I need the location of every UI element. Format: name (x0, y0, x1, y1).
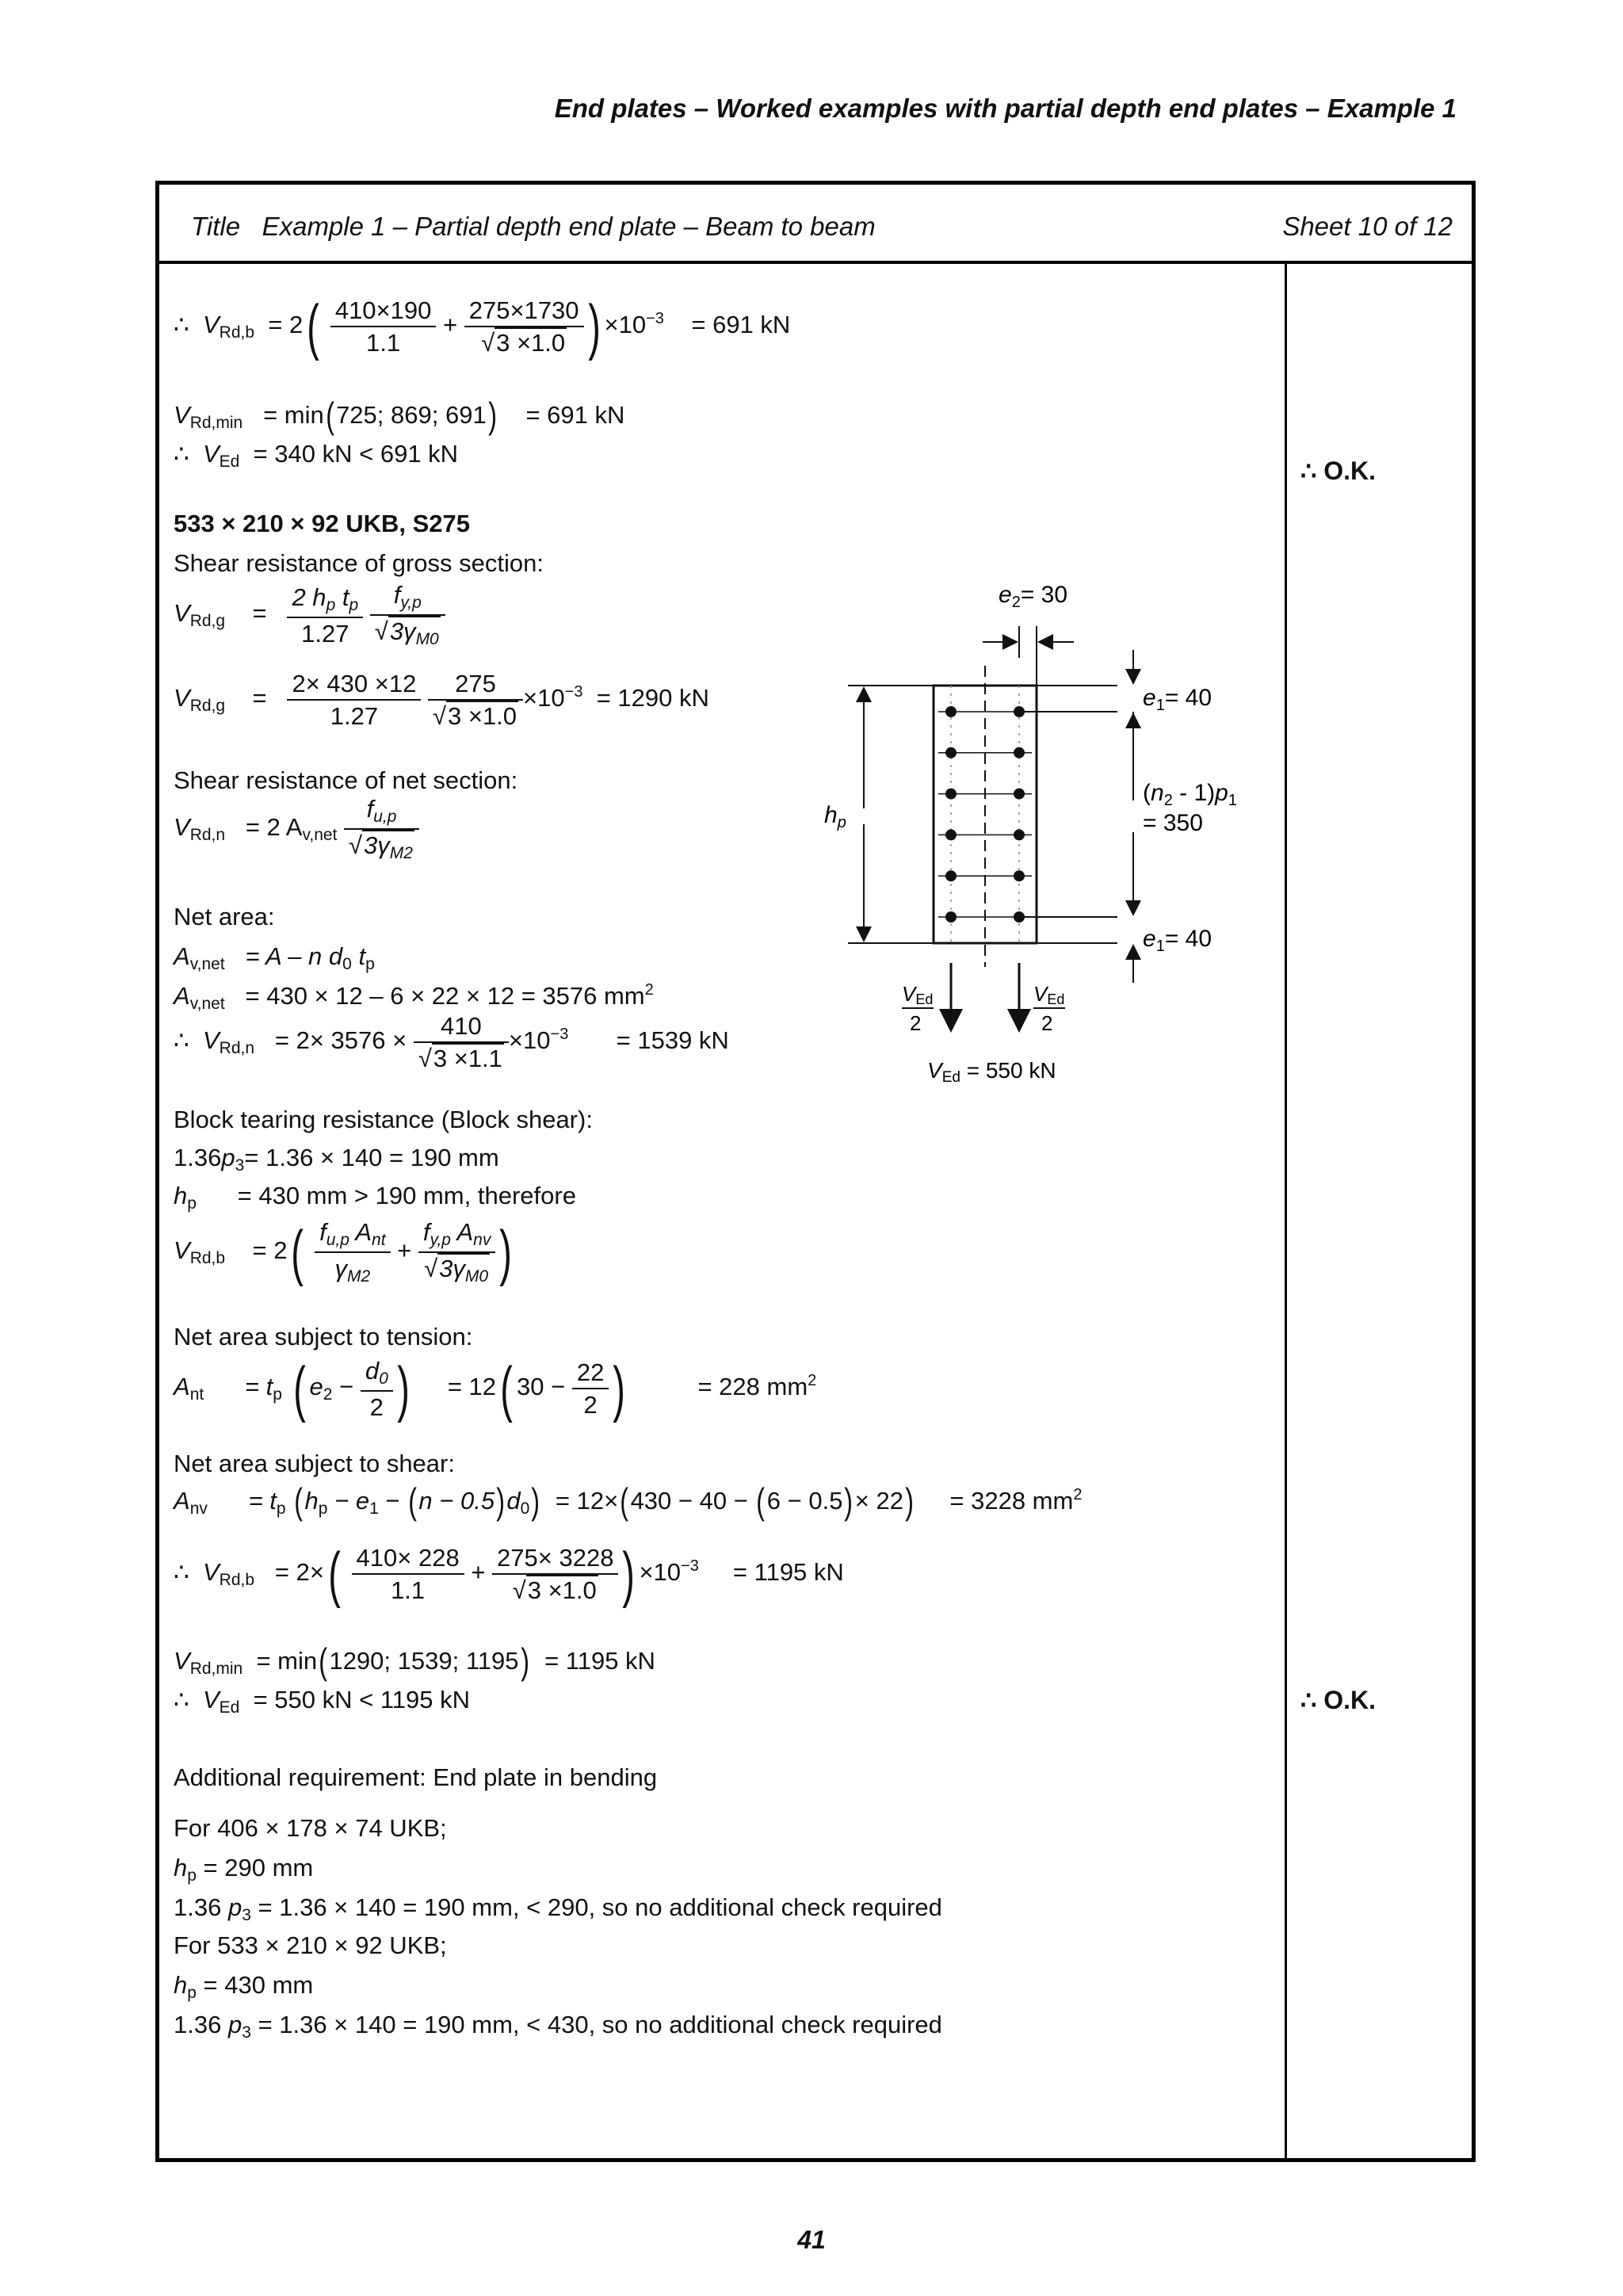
t-sub: p (365, 955, 375, 973)
v-sub: Rd,b (219, 323, 255, 342)
p-sub: 3 (235, 1156, 245, 1175)
denominator: 2 (583, 1391, 598, 1419)
numerator: 275× 3228 (492, 1545, 618, 1575)
expression: × 22 (854, 1487, 903, 1515)
ved-half-left-den: 2 (910, 1011, 922, 1035)
fraction (428, 671, 523, 728)
min-function: = min (263, 401, 324, 429)
therefore-symbol: ∴ (174, 440, 189, 468)
h-symbol: h (174, 1854, 188, 1881)
num-sub: 0 (379, 1369, 388, 1388)
additional-requirement: Additional requirement: End plate in bending (174, 1763, 658, 1791)
av-net-formula (174, 944, 375, 972)
result: = 1195 kN (732, 1558, 844, 1587)
sheet-number: Sheet 10 of 12 (1282, 212, 1453, 241)
h-symbol: h (174, 1971, 188, 1999)
d-sub: 0 (342, 955, 352, 973)
comparison: = 340 kN < 691 kN (253, 440, 459, 468)
therefore-symbol: ∴ (174, 1686, 189, 1713)
hp-290-line (174, 1855, 313, 1884)
min-args: 725; 869; 691 (336, 401, 487, 429)
ved-half-right-den: 2 (1041, 1011, 1053, 1035)
ok-mark-1: ∴ O.K. (1300, 457, 1377, 485)
e-symbol: e (309, 1373, 323, 1401)
v-symbol: V (202, 1558, 220, 1587)
coef: 1.36 (174, 1893, 228, 1921)
therefore-symbol: ∴ (174, 1558, 189, 1587)
num-text: t (335, 583, 349, 611)
coef-sub: v,net (302, 826, 338, 845)
unit-sup: 2 (1073, 1486, 1083, 1503)
num-sub: y,p (430, 1231, 451, 1249)
av-net-value (174, 982, 654, 1012)
min-function: = min (256, 1647, 318, 1675)
coefficient: = 2 A (245, 813, 303, 842)
anv-line: $A_{nv}$ = $t_p$ $(h_p - e_1 - (n - 0.5)d_0) = 12\times(430 - 40 - (6 - 0.5)\times 22)$ = 3228 $mm^2$ (174, 1480, 1083, 1522)
exponent: −3 (681, 1557, 699, 1576)
p-sub: 3 (242, 1906, 251, 1924)
v-symbol: V (202, 1686, 220, 1713)
h-sub: p (187, 1866, 197, 1885)
ved-line-2 (174, 1687, 470, 1716)
v-sub: Rd,b (219, 1571, 255, 1590)
fraction (492, 1545, 618, 1603)
block-tearing-heading: Block tearing resistance (Block shear): (174, 1106, 593, 1133)
t-sub: p (273, 1385, 282, 1404)
result: = 1290 kN (596, 684, 709, 712)
expression: = 1.36 × 140 = 190 mm (244, 1144, 499, 1171)
result: = 3228 mm (949, 1487, 1074, 1515)
e1-top-label: $e_1= 40$ (1143, 685, 1212, 714)
v-sub: Rd,min (189, 414, 243, 432)
result: = 1539 kN (616, 1026, 729, 1055)
num-sub: u,p (373, 808, 397, 826)
numerator (287, 585, 363, 618)
shear-gross-heading: Shear resistance of gross section: (174, 549, 544, 577)
expression: = 2× (274, 1558, 324, 1587)
denominator: √3 ×1.1 (418, 1045, 502, 1072)
p-symbol: p (221, 1144, 235, 1171)
a-symbol: A (174, 1373, 190, 1401)
minus: − (378, 1487, 407, 1515)
expression: n − 0.5 (418, 1487, 495, 1515)
denominator: 1.1 (391, 1576, 426, 1604)
title-label: Title (191, 212, 241, 241)
den-sub: M0 (415, 630, 439, 648)
fraction (315, 1220, 390, 1285)
t-symbol: t (351, 942, 366, 970)
vrdb-formula-2: $V_{Rd,b}$ = 2( $\frac{f_{u,p} A_{nt}}{\gamma_{M2}}$ + $\frac{f_{y,p} A_{nv}}{√3\gamma_{M0}}$ ) (174, 1217, 513, 1287)
fraction (414, 1014, 509, 1071)
equals: = t (248, 1487, 277, 1515)
v-sub: Rd,n (219, 1039, 255, 1058)
therefore-symbol: ∴ (174, 311, 189, 339)
exponent-base: ×10 (523, 684, 565, 712)
coef: 1.36 (174, 2011, 228, 2038)
den-text: 3γ (364, 831, 390, 859)
ved-half-right: VEd (1033, 982, 1065, 1007)
num-sub: nv (473, 1231, 491, 1249)
v-sub: Ed (219, 1698, 240, 1717)
ved-half-left: VEd (902, 982, 934, 1007)
fraction (352, 1545, 464, 1603)
v-symbol: V (174, 1647, 190, 1675)
num-text: f (366, 795, 374, 823)
ok-mark-2: ∴ O.K. (1300, 1686, 1377, 1714)
num-sub: nt (372, 1231, 386, 1249)
vrdg-value: $V_{Rd,g}$ = $\frac{2\times 430 \times 12}{1.27}$ $\frac{275}{√3 \times 1.0}$ $\times 10^{-3} = 1290$ kN (174, 670, 709, 730)
fraction (418, 1220, 495, 1285)
denominator: 2 (369, 1392, 384, 1421)
fraction (370, 583, 445, 648)
sqrt-term (362, 830, 414, 862)
num-text: A (349, 1218, 372, 1246)
exponent-base: ×10 (508, 1026, 551, 1055)
expression: 430 − 40 − (630, 1487, 755, 1515)
denominator: $√3\gamma_{M2}$ (349, 831, 413, 862)
for-533-line: For 533 × 210 × 92 UKB; (174, 1931, 447, 1959)
numerator (418, 1220, 495, 1253)
exponent-base: ×10 (639, 1558, 682, 1587)
equals: = 12× (555, 1487, 619, 1515)
fraction (361, 1358, 393, 1419)
numerator: 22 (572, 1360, 609, 1389)
denominator: 1.27 (301, 619, 349, 648)
vrdmin-line-2: $V_{Rd,min} = \min(1290$; 1539; 1195) = 1195 kN (174, 1641, 655, 1682)
equals: = 2 (252, 1236, 288, 1265)
numerator (344, 797, 419, 830)
sqrt-term (388, 616, 441, 648)
num-sub: u,p (326, 1231, 349, 1249)
v-sub: Rd,n (189, 826, 226, 845)
den-text: 3γ (439, 1255, 465, 1282)
num-text: f (319, 1218, 327, 1246)
num-text: f (422, 1218, 430, 1246)
section-heading: 533 × 210 × 92 UKB, S275 (174, 510, 470, 537)
p-symbol: p (227, 1893, 242, 1921)
a-symbol: A (174, 982, 190, 1010)
statement: = 1.36 × 140 = 190 mm, < 290, so no additional check required (250, 1893, 942, 1921)
equals: = 2 (268, 311, 304, 339)
denominator: 1.27 (330, 702, 379, 730)
denominator: √3 ×1.0 (481, 329, 566, 357)
expression: = 2× 3576 × (274, 1026, 407, 1055)
title-text: Example 1 – Partial depth end plate – Beam to beam (262, 212, 876, 241)
numerator: 410×190 (330, 298, 437, 327)
ved-total-label: VEd = 550 kN (927, 1058, 1056, 1086)
v-symbol: V (174, 599, 190, 628)
min-args: 1290; 1539; 1195 (329, 1647, 519, 1675)
h-sub: p (318, 1499, 328, 1518)
numerator: 410 (414, 1014, 509, 1043)
vrdmin-line-1: $V_{Rd,min}$ = min(725; 869; 691) = 691 kN (174, 395, 625, 436)
check-430-line (174, 2012, 942, 2041)
h-sub: p (187, 1984, 197, 2002)
numerator: 275 (428, 671, 523, 701)
numerator: 2× 430 ×12 (287, 671, 421, 701)
numerator (361, 1358, 393, 1392)
vrdn-formula (174, 797, 419, 861)
therefore-symbol: ∴ (174, 1026, 189, 1055)
fraction (287, 585, 363, 646)
title-row (159, 185, 1472, 264)
equals: = 12 (447, 1373, 497, 1401)
v-sub: Ed (219, 453, 240, 471)
den-text: 3γ (389, 617, 416, 645)
v-sub: Rd,min (189, 1660, 243, 1678)
v-symbol: V (174, 1236, 190, 1265)
v-symbol: V (202, 1026, 220, 1055)
den-text: γ (334, 1255, 347, 1282)
sqrt-term: 3 ×1.1 (433, 1045, 502, 1072)
p3-line (174, 1145, 499, 1174)
num-sub: p (326, 595, 336, 614)
sqrt-term: 3 ×1.0 (447, 702, 517, 730)
value: = 430 mm (196, 1971, 314, 1999)
net-area-heading: Net area: (174, 903, 275, 930)
num-sub: p (349, 595, 359, 614)
exponent: −3 (646, 310, 664, 328)
unit-sup: 2 (808, 1372, 817, 1390)
exponent-base: ×10 (604, 311, 647, 339)
shear-net-heading: Shear resistance of net section: (174, 766, 518, 794)
ved-line-1 (174, 441, 458, 470)
numerator: 275×1730 (464, 298, 584, 327)
v-symbol: V (174, 401, 190, 429)
numerator (315, 1220, 390, 1253)
vrdn-value (174, 1014, 729, 1071)
sheet-title (191, 212, 876, 242)
fraction (287, 671, 421, 728)
e-sub: 1 (369, 1499, 379, 1518)
den-sub: M2 (346, 1267, 371, 1286)
column-divider (1285, 264, 1287, 2162)
value: = 290 mm (196, 1854, 314, 1881)
for-406-line: For 406 × 178 × 74 UKB; (174, 1814, 447, 1842)
fraction (330, 298, 437, 355)
fraction (344, 797, 419, 861)
check-290-line (174, 1895, 942, 1924)
fraction (572, 1360, 609, 1417)
t-sub: p (276, 1499, 286, 1518)
a-symbol: A (174, 1487, 190, 1515)
d-symbol: d (506, 1487, 521, 1515)
vrdg-formula: $V_{Rd,g}$ = $\frac{2 h_p t_p}{1.27}$ $\frac{f_{y,p}}{√3\gamma_{M0}}$ (174, 583, 445, 648)
vrdb-line-1: ∴ $V_{Rd,b} = 2$( $\frac{410\times 190}{1.1}$ + $\frac{275\times 1730}{√3 \times 1.0}$ ) $\times 10^{-3}$ = 691 kN (174, 292, 791, 361)
calc-content (174, 264, 1275, 2158)
expression: = A – n d (245, 942, 343, 970)
e1-bottom-label: $e_1= 40$ (1143, 926, 1212, 955)
running-header: End plates – Worked examples with partial depth end plates – Example 1 (554, 94, 1457, 123)
expression: = 430 mm > 190 mm, therefore (237, 1182, 576, 1209)
ant-line: $A_{nt}$ = $t_p$ ( $e_2$ − $\frac{d_0}{2}$ ) = 12( 30 − $\frac{22}{2}$ ) = 228 $mm^2$ (174, 1354, 817, 1423)
result: = 691 kN (691, 311, 791, 339)
num-text: f (393, 581, 401, 609)
minus: − (339, 1373, 354, 1401)
v-symbol: V (174, 813, 190, 842)
sqrt-term: 3 ×1.0 (527, 1576, 597, 1604)
fraction (464, 298, 584, 355)
sqrt-term: 3 ×1.0 (496, 329, 566, 357)
hp-label: $h_p$ (824, 802, 846, 831)
num-text: d (365, 1356, 380, 1385)
p-symbol: p (227, 2011, 242, 2038)
result: = 691 kN (525, 401, 625, 429)
result: = 1195 kN (544, 1647, 655, 1675)
a-sub: v,net (189, 955, 225, 973)
net-tension-heading: Net area subject to tension: (174, 1323, 473, 1350)
den-sub: M0 (464, 1267, 489, 1286)
e-sub: 2 (323, 1385, 333, 1404)
a-sub: nt (189, 1385, 204, 1404)
equals: = t (244, 1373, 273, 1401)
e2-label: $e_2= 30$ (999, 582, 1068, 611)
exponent: −3 (550, 1026, 569, 1044)
num-sub: y,p (400, 594, 422, 612)
denominator: $√3\gamma_{M0}$ (374, 617, 439, 648)
calc-sheet (155, 181, 1476, 2162)
d-sub: 0 (520, 1499, 530, 1518)
hp-430-line (174, 1973, 313, 2001)
statement: = 1.36 × 140 = 190 mm, < 430, so no additional check required (250, 2011, 942, 2038)
a-sub: nv (189, 1499, 208, 1518)
h-symbol: h (304, 1487, 319, 1515)
h-sub: p (187, 1194, 197, 1213)
p-sub: 3 (242, 2023, 251, 2042)
numerator (370, 583, 445, 616)
e-symbol: − e (327, 1487, 370, 1515)
coef: 1.36 (174, 1144, 222, 1171)
exponent: −3 (564, 683, 583, 701)
v-symbol: V (202, 311, 220, 339)
v-symbol: V (202, 440, 220, 468)
comparison: = 550 kN < 1195 kN (253, 1686, 471, 1713)
v-sub: Rd,g (189, 697, 226, 716)
denominator: √3 ×1.0 (432, 702, 517, 730)
unit-sup: 2 (644, 981, 654, 999)
den-sub: M2 (389, 844, 413, 862)
a-symbol: A (174, 942, 190, 970)
sqrt-term (437, 1253, 490, 1286)
expression: 6 − 0.5 (766, 1487, 843, 1515)
num-text: 2 h (292, 583, 327, 611)
vrdb-value-2: ∴ $V_{Rd,b}$ = 2×( $\frac{410\times 228}{1.1}$ + $\frac{275\times 3228}{√3 \times 1.0}$ ) $\times 10^{-3}$ = 1195 kN (174, 1539, 844, 1609)
denominator: $√3\gamma_{M0}$ (424, 1255, 489, 1286)
denominator: √3 ×1.0 (512, 1576, 597, 1604)
numerator: 410× 228 (352, 1545, 464, 1575)
v-sub: Rd,g (189, 612, 226, 631)
net-shear-heading: Net area subject to shear: (174, 1450, 455, 1477)
v-sub: Rd,b (189, 1249, 226, 1268)
result: = 228 mm (697, 1373, 808, 1401)
pitch-label: $(n_2 - 1)p_1$ (1143, 780, 1237, 809)
end-plate-diagram (816, 571, 1260, 1094)
num-text: A (451, 1218, 474, 1246)
a-sub: v,net (189, 995, 225, 1013)
denominator: 1.1 (366, 329, 401, 357)
expression: = 430 × 12 – 6 × 22 × 12 = 3576 mm (245, 982, 645, 1010)
hp-line (174, 1183, 576, 1212)
page-number: 41 (797, 2225, 826, 2254)
expression: 30 − (517, 1373, 566, 1401)
v-symbol: V (174, 684, 190, 712)
h-symbol: h (174, 1182, 188, 1209)
denominator (315, 1253, 390, 1285)
pitch-value: = 350 (1143, 810, 1203, 836)
